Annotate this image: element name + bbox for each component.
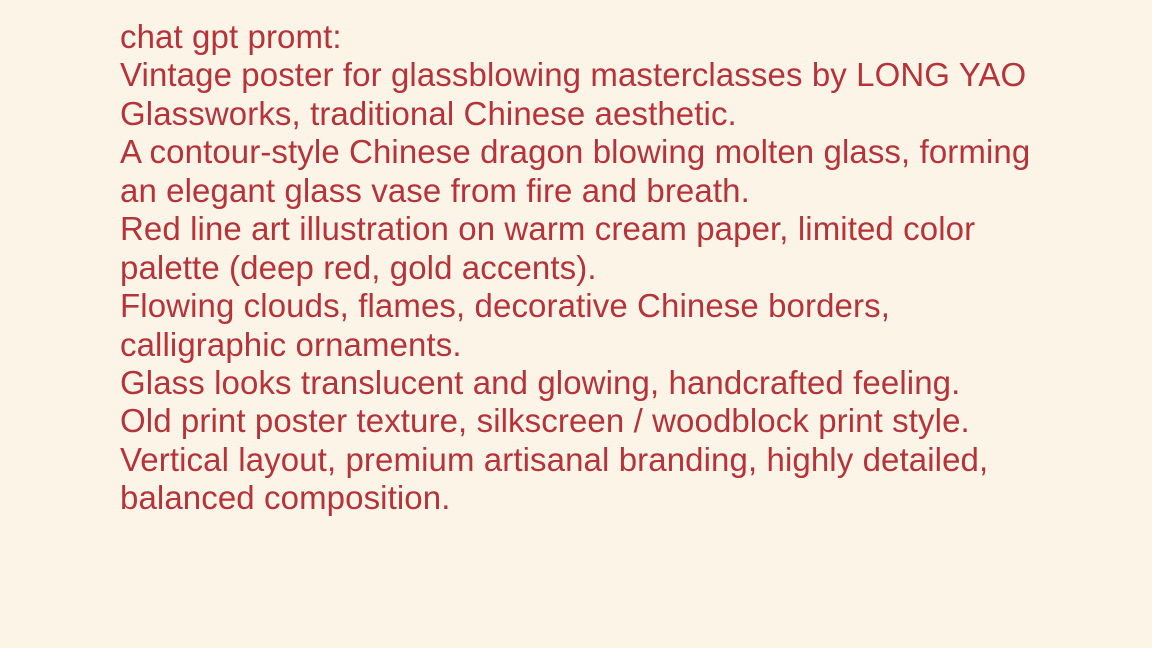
prompt-line: Old print poster texture, silkscreen / woodblock print style. bbox=[120, 402, 970, 440]
prompt-line: A contour-style Chinese dragon blowing molten glass, forming an elegant glass vase from fire and breath. bbox=[120, 133, 1031, 209]
prompt-line: Vintage poster for glassblowing masterclasses by LONG YAO Glassworks, traditional Chinese aesthetic. bbox=[120, 56, 1027, 132]
prompt-line: Glass looks translucent and glowing, handcrafted feeling. bbox=[120, 363, 961, 401]
prompt-line: Red line art illustration on warm cream paper, limited color palette (deep red, gold accents). bbox=[120, 210, 976, 286]
prompt-line: Flowing clouds, flames, decorative Chinese borders, calligraphic ornaments. bbox=[120, 287, 890, 363]
prompt-text-block bbox=[120, 18, 1052, 518]
prompt-line: Vertical layout, premium artisanal branding, highly detailed, balanced composition. bbox=[120, 440, 989, 517]
prompt-heading: chat gpt promt: bbox=[120, 18, 342, 55]
